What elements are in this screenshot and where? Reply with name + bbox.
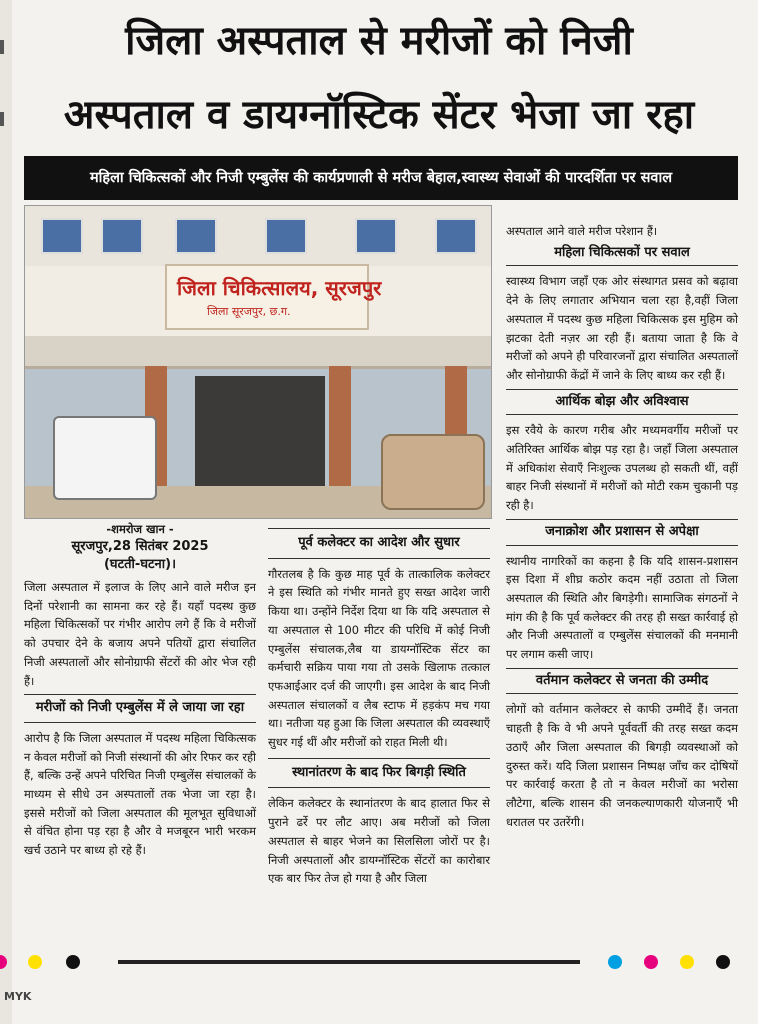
paragraph: लेकिन कलेक्टर के स्थानांतरण के बाद हालात फिर से पुराने ढर्रे पर लौट आए। अब मरीजों को जिला अस्पताल से बाहर भेजने का सिलसिला जोरों पर है। निजी अस्पतालों और डायग्नॉस्टिक सेंटरों का कारोबार एक बार फिर तेज हो गया है और जिला xyxy=(268,796,490,886)
window xyxy=(41,218,83,254)
registration-dots-right xyxy=(600,955,750,971)
beige-car xyxy=(381,434,485,510)
page-left-edge xyxy=(0,0,12,1024)
subheading: पूर्व कलेक्टर का आदेश और सुधार xyxy=(298,535,460,550)
color-dot xyxy=(66,955,80,969)
window xyxy=(435,218,477,254)
headline-line-2: अस्पताल व डायग्नॉस्टिक सेंटर भेजा जा रहा xyxy=(63,92,695,138)
white-suv xyxy=(53,416,157,500)
registration-line xyxy=(118,960,580,964)
column-2 xyxy=(268,528,490,888)
paragraph: स्वास्थ्य विभाग जहाँ एक ओर संस्थागत प्रसव को बढ़ावा देने के लिए लगातार अभियान चला रहा है,वहीं जिला अस्पताल में पदस्थ कुछ महिला चिकित्सक इस मुहिम को झटका देती नज़र आ रही हैं। बताया जाता है कि वे मरीजों को अपने ही परिवारजनों द्वारा संचालित अस्पतालों और सोनोग्राफी केंद्रों में जाने के लिए बाध्य कर रही हैं। xyxy=(506,274,738,382)
window xyxy=(175,218,217,254)
color-dot xyxy=(716,955,730,969)
dateline-tag: (घटती-घटना)। xyxy=(103,557,177,572)
color-dot xyxy=(0,955,7,969)
paragraph: आरोप है कि जिला अस्पताल में पदस्थ महिला चिकित्सक न केवल मरीजों को निजी संस्थानों की ओर रिफर कर रही हैं, बल्कि उन्हें अपने परिचित निजी एम्बुलेंस संचालकों के माध्यम से सीधे उन अस्पतालों तक भेजा जा रहा है। इससे मरीजों को जिला अस्पताल की मूलभूत सुविधाओं से वंचित होना पड़ रहा है और वे मजबूरन भारी भरकम खर्च उठाने पर बाध्य हो रहे हैं। xyxy=(24,730,256,858)
entrance-doorway xyxy=(195,376,325,486)
window xyxy=(101,218,143,254)
paragraph: जिला अस्पताल में इलाज के लिए आने वाले मरीज इन दिनों परेशानी का सामना कर रहे हैं। यहाँ पदस्थ कुछ महिला चिकित्सकों पर गंभीर आरोप लगे हैं कि वे मरीजों को उपचार देने के बजाय अपने पतियों द्वारा संचालित निजी अस्पतालों और सोनोग्राफी सेंटरों की ओर भेज रही हैं। xyxy=(24,580,256,688)
paragraph: स्थानीय नागरिकों का कहना है कि यदि शासन-प्रशासन इस दिशा में शीघ्र कठोर कदम नहीं उठाता तो जिला अस्पताल की स्थिति और बिगड़ेगी। सामाजिक संगठनों ने मांग की है कि पूर्व कलेक्टर की तरह ही सख्त कार्रवाई हो और निजी अस्पतालों व एम्बुलेंस संचालकों की मनमानी पर लगाम कसी जाए। xyxy=(506,553,738,662)
building-upper-floor xyxy=(25,206,491,266)
byline xyxy=(24,520,256,574)
color-dot xyxy=(608,955,622,969)
color-dot xyxy=(644,955,658,969)
signboard-sub-text: जिला सूरजपुर, छ.ग. xyxy=(207,305,291,318)
column-1 xyxy=(24,578,256,860)
reporter-name: -शमरोज खान - xyxy=(106,522,174,536)
subheading: वर्तमान कलेक्टर से जनता की उम्मीद xyxy=(535,672,709,688)
paragraph: इस रवैये के कारण गरीब और मध्यमवर्गीय मरीजों पर अतिरिक्त आर्थिक बोझ पड़ रहा है। जहाँ जिला अस्पताल में अधिकांश सेवाएँ निःशुल्क उपलब्ध हो सकती थीं, वहीं बाहर निजी संस्थानों में मरीजों को मोटी रकम चुकानी पड़ रही है। xyxy=(506,423,738,513)
headline-line-1: जिला अस्पताल से मरीजों को निजी xyxy=(125,18,633,64)
deck-strap: महिला चिकित्सकों और निजी एम्बुलेंस की कार्यप्रणाली से मरीज बेहाल,स्वास्थ्य सेवाओं की पारदर्शिता पर सवाल xyxy=(24,156,738,200)
subheading: मरीजों को निजी एम्बुलेंस में ले जाया जा रहा xyxy=(35,700,245,716)
subheading: महिला चिकित्सकों पर सवाल xyxy=(554,244,690,260)
margin-mark xyxy=(0,40,4,54)
column-3 xyxy=(506,222,738,831)
subheading: स्थानांतरण के बाद फिर बिगड़ी स्थिति xyxy=(292,764,466,780)
paragraph: अस्पताल आने वाले मरीज परेशान हैं। xyxy=(506,224,658,238)
registration-dots-left xyxy=(0,955,120,971)
dateline: सूरजपुर,28 सितंबर 2025 xyxy=(71,539,209,554)
print-mark: MYK xyxy=(4,990,32,1003)
paragraph: गौरतलब है कि कुछ माह पूर्व के तात्कालिक कलेक्टर ने इस स्थिति को गंभीर मानते हुए सख्त आदेश जारी किया था। उन्होंने निर्देश दिया था कि यदि अस्पताल से या अस्पताल से 100 मीटर की परिधि में कोई निजी एम्बुलेंस संचालक,लैब या डायग्नॉस्टिक सेंटर का कर्मचारी सक्रिय पाया गया तो उसके खिलाफ तत्काल एफआईआर दर्ज की जाएगी। इस आदेश के बाद निजी अस्पताल संचालकों व लैब स्टाफ में हड़कंप मच गया था। नतीजा यह हुआ कि जिला अस्पताल की व्यवस्थाएँ सुधर गई थीं और मरीजों को राहत मिली थी। xyxy=(268,566,490,750)
hospital-signboard xyxy=(165,264,382,330)
window xyxy=(355,218,397,254)
signboard-main-text: जिला चिकित्सालय, सूरजपुर xyxy=(177,276,382,300)
subheading: आर्थिक बोझ और अविश्वास xyxy=(555,393,689,409)
margin-mark xyxy=(0,112,4,126)
hospital-photo xyxy=(24,205,492,519)
entrance-canopy xyxy=(25,336,491,369)
window xyxy=(265,218,307,254)
paragraph: लोगों को वर्तमान कलेक्टर से काफी उम्मीदें हैं। जनता चाहती है कि वे भी अपने पूर्ववर्ती की तरह सख्त कदम उठाएँ और जिला अस्पताल की बिगड़ी व्यवस्थाओं को दुरुस्त करें। यदि जिला प्रशासन निष्पक्ष जाँच कर दोषियों पर कार्रवाई करता है तो न केवल मरीजों का भरोसा लौटेगा, बल्कि शासन की जनकल्याणकारी योजनाएँ भी धरातल पर उतरेंगी। xyxy=(506,702,738,829)
color-dot xyxy=(680,955,694,969)
subheading: जनाक्रोश और प्रशासन से अपेक्षा xyxy=(545,523,699,539)
color-dot xyxy=(28,955,42,969)
